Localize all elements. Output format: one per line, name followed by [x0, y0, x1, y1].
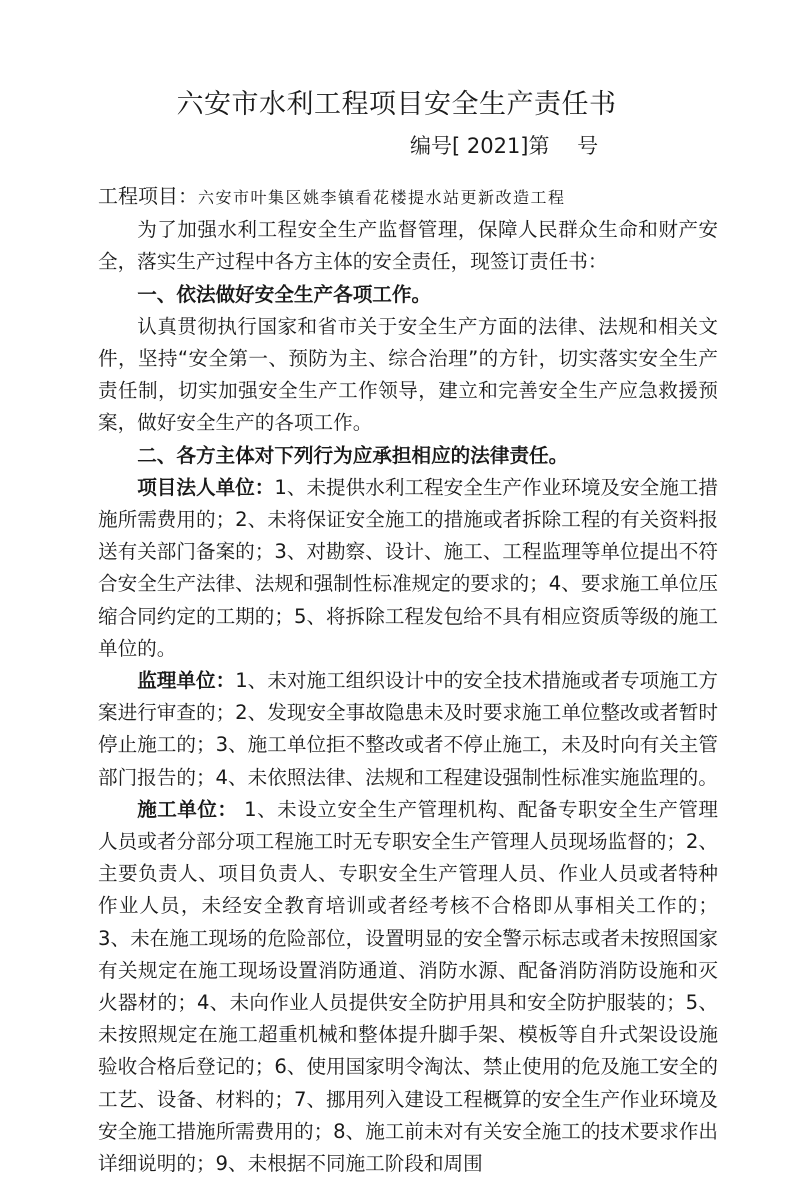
document-title: 六安市水利工程项目安全生产责任书: [176, 89, 617, 120]
project-line: [98, 180, 718, 214]
section2-heading: 二、各方主体对下列行为应承担相应的法律责任。: [137, 443, 569, 467]
section1-heading: 一、依法做好安全生产各项工作。: [137, 282, 432, 306]
intro-paragraph: 为了加强水利工程安全生产监督管理，保障人民群众生命和财产安全，落实生产过程中各方主体的安全责任，现签订责任书：: [98, 218, 718, 274]
project-label: 工程项目：: [98, 184, 198, 208]
section1-text: 认真贯彻执行国家和省市关于安全生产方面的法律、法规和相关文件，坚持“安全第一、预防为主、综合治理”的方针，切实落实安全生产责任制，切实加强安全生产工作领导，建立和完善安全生产应急救援预案，做好安全生产的各项工作。: [98, 314, 718, 435]
owner-paragraph: [98, 472, 718, 665]
supervisor-paragraph: [98, 665, 718, 794]
contractor-text: 1、未设立安全生产管理机构、配备专职安全生产管理人员或者分部分项工程施工时无专职安全生产管理人员现场监督的；2、主要负责人、项目负责人、专职安全生产管理人员、作业人员或者特种作业人员，未经安全教育培训或者经考核不合格即从事相关工作的； 3、未在施工现场的危险部位，设置明显的安全警示标志或者未按照国家有关规定在施工现场设置消防通道、消防水源、配备消防消防设施和灭火器材的；4、未向作业人员提供安全防护用具和安全防护服装的；5、未按照规定在施工超重机械和整体提升脚手架、模板等自升式架设设施验收合格后登记的；6、使用国家明令淘汰、禁止使用的危及施工安全的工艺、设备、材料的；7、挪用列入建设工程概算的安全生产作业环境及安全施工措施所需费用的；8、施工前未对有关安全施工的技术要求作出详细说明的；9、未根据不同施工阶段和周围: [98, 797, 718, 1176]
document-body: [98, 180, 718, 1180]
project-name: 六安市叶集区姚李镇看花楼提水站更新改造工程: [198, 188, 566, 207]
contractor-paragraph: [98, 794, 718, 1180]
supervisor-text: 1、未对施工组织设计中的安全技术措施或者专项施工方案进行审查的；2、发现安全事故隐患未及时要求施工单位整改或者暂时停止施工的；3、施工单位拒不整改或者不停止施工，未及时向有关主管部门报告的；4、未依照法律、法规和工程建设强制性标准实施监理的。: [98, 669, 719, 789]
owner-text: 1、未提供水利工程安全生产作业环境及安全施工措施所需费用的；2、未将保证安全施工的措施或者拆除工程的有关资料报送有关部门备案的；3、对勘察、设计、施工、工程监理等单位提出不符合安全生产法律、法规和强制性标准规定的要求的；4、要求施工单位压缩合同约定的工期的；5、将拆除工程发包给不具有相应资质等级的施工单位的。: [98, 475, 718, 660]
document-number: 编号[ 2021]第 号: [410, 134, 599, 158]
supervisor-label: 监理单位：: [137, 669, 236, 693]
contractor-label: 施工单位：: [137, 797, 238, 821]
owner-label: 项目法人单位：: [137, 475, 275, 499]
